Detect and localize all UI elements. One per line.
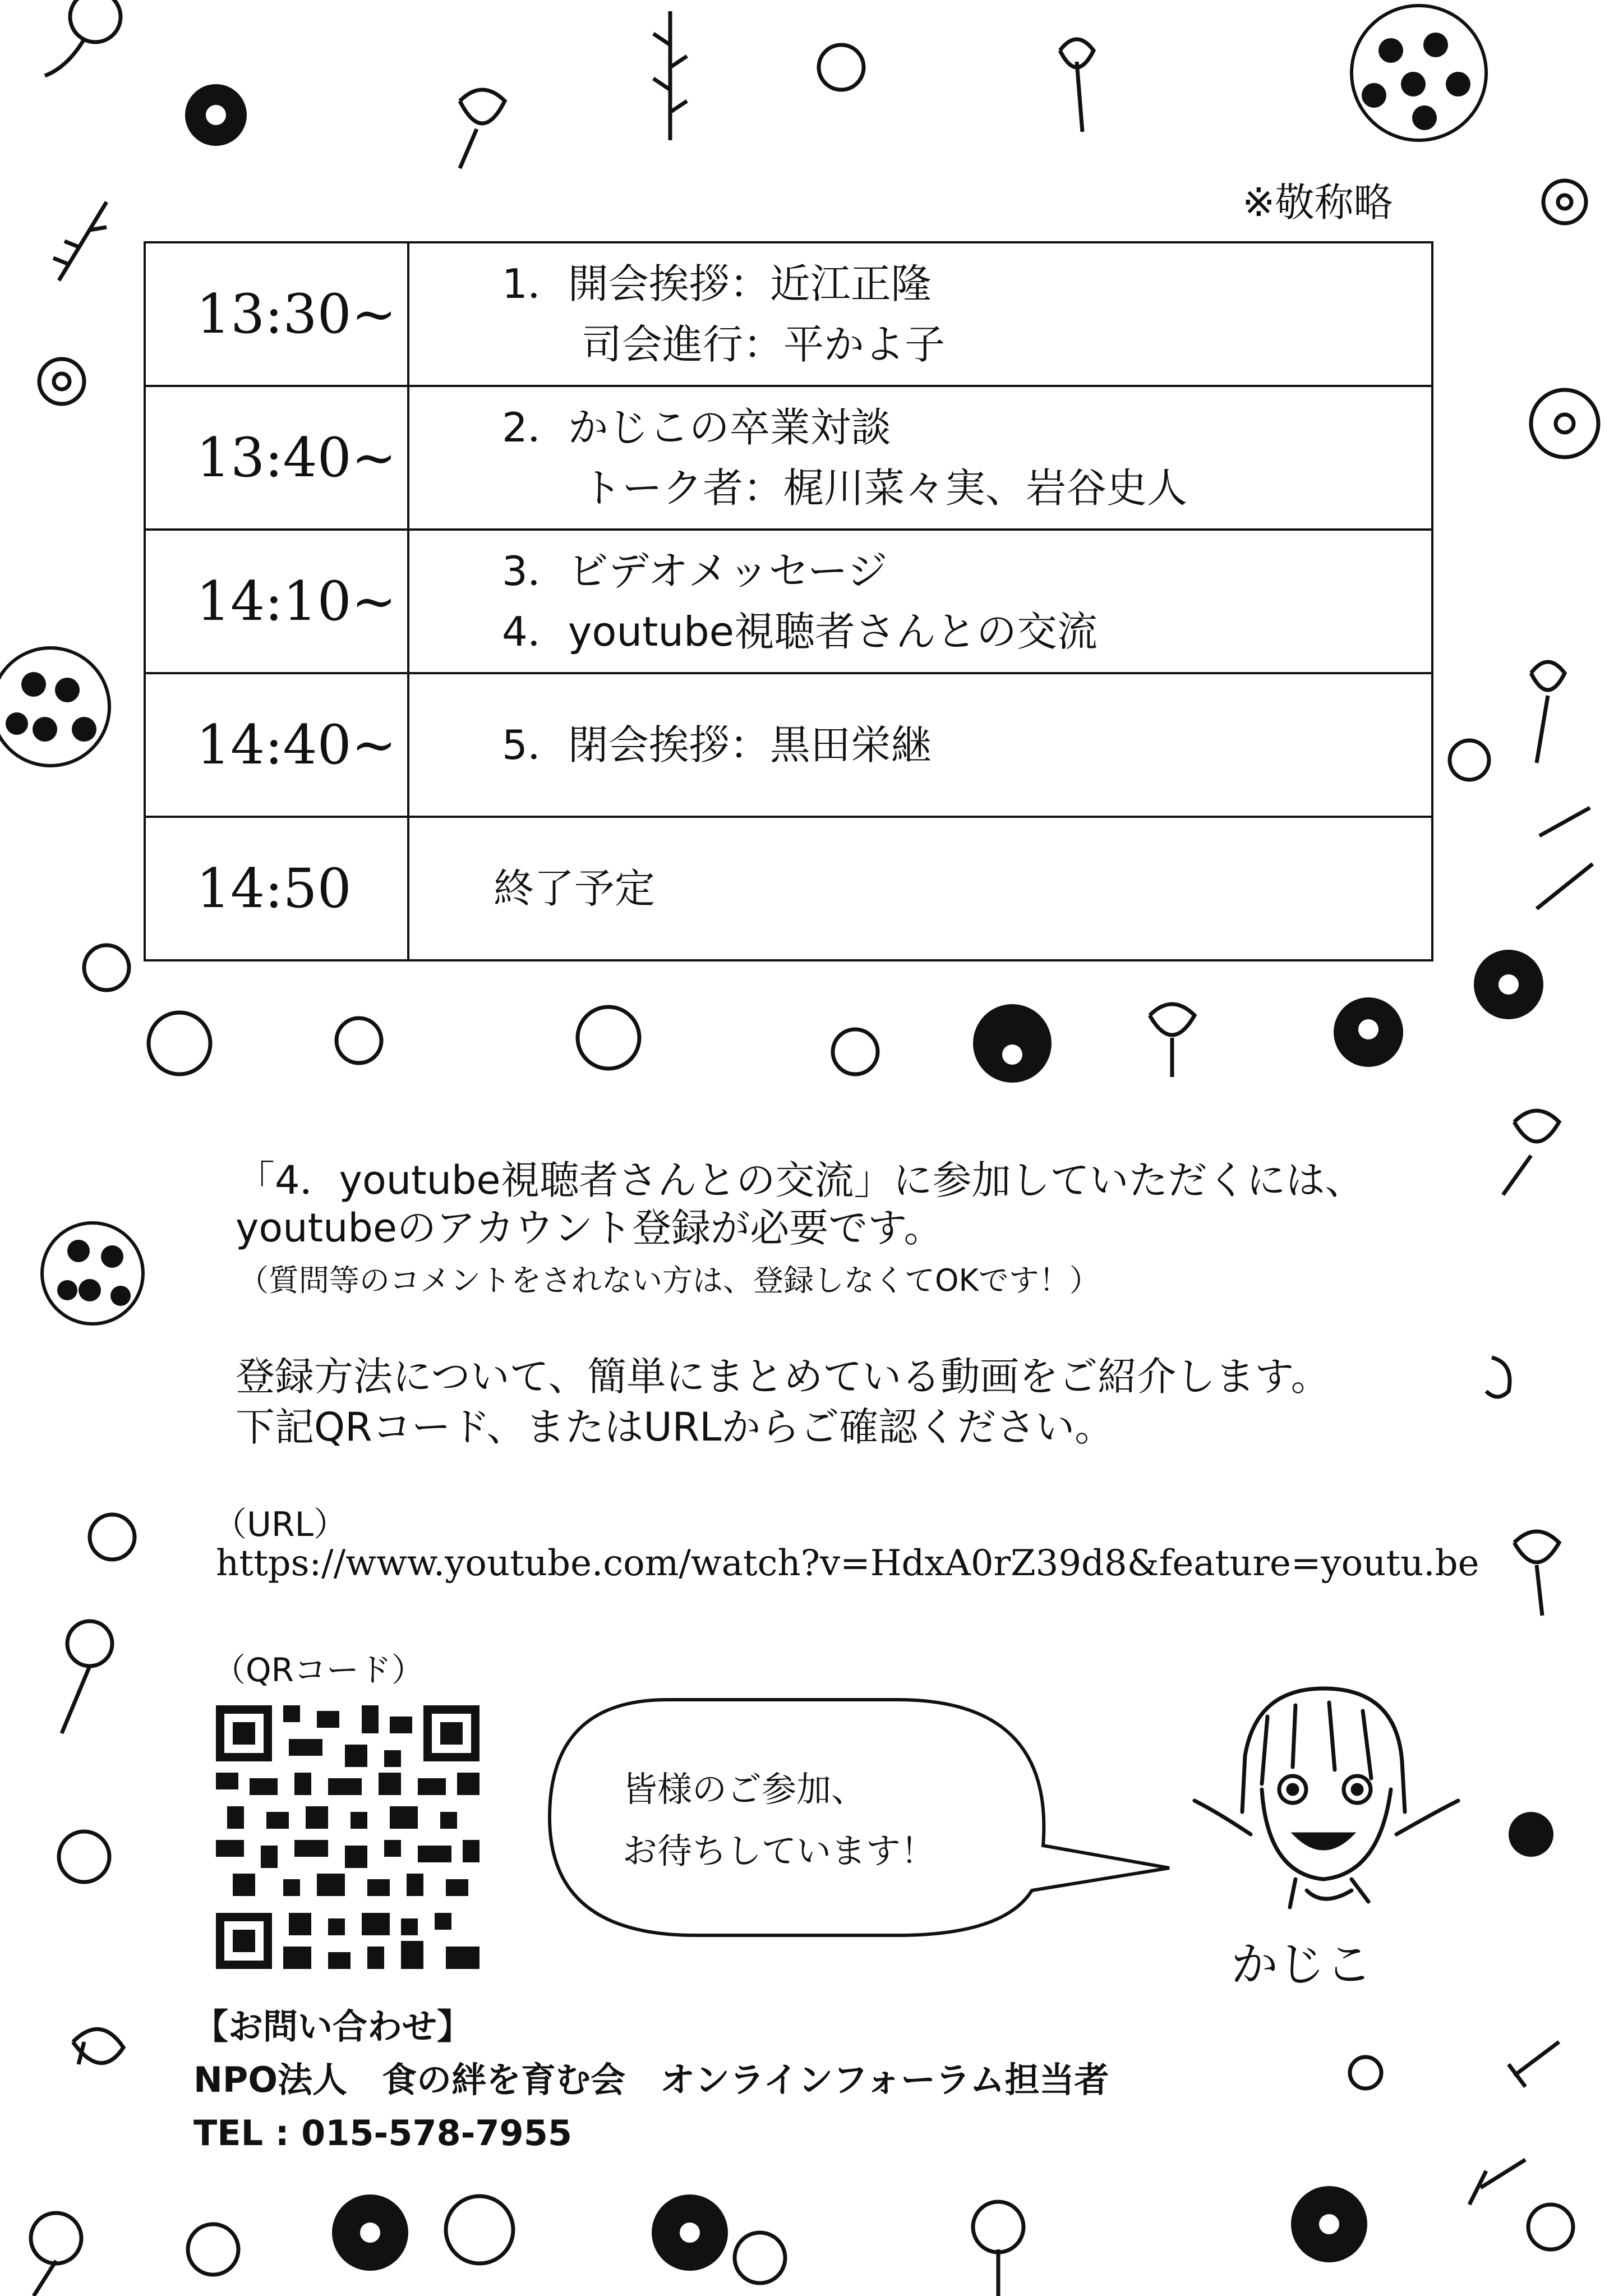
schedule-item xyxy=(408,242,1432,386)
table-row xyxy=(145,386,1432,530)
schedule-line: トーク者：梶川菜々実、岩谷史人 xyxy=(582,464,1188,512)
schedule-time: 13:30~ xyxy=(145,242,408,386)
url-label: （URL） xyxy=(213,1505,348,1544)
qr-code-icon xyxy=(216,1705,479,1969)
schedule-line: 1．開会挨拶：近江正隆 xyxy=(502,260,932,307)
table-row xyxy=(145,242,1432,386)
schedule-line: 5．閉会挨拶：黒田栄継 xyxy=(502,721,932,769)
schedule-item xyxy=(408,817,1432,960)
table-row xyxy=(145,530,1432,673)
schedule-table xyxy=(144,241,1433,961)
table-row xyxy=(145,817,1432,960)
schedule-time: 14:40~ xyxy=(145,673,408,817)
honorific-note: ※敬称略 xyxy=(1242,180,1393,226)
schedule-time: 14:10~ xyxy=(145,530,408,673)
schedule-line: 司会進行：平かよ子 xyxy=(582,321,946,368)
schedule-item xyxy=(408,673,1432,817)
schedule-line: 4．youtube視聴者さんとの交流 xyxy=(502,608,1098,655)
schedule-line: 終了予定 xyxy=(494,865,656,912)
contact-heading: 【お問い合わせ】 xyxy=(193,2006,472,2047)
table-row xyxy=(145,673,1432,817)
bubble-line: 皆様のご参加、 xyxy=(623,1769,866,1810)
youtube-url-link[interactable]: https://www.youtube.com/watch?v=HdxA0rZ39d8&feature=youtu.be xyxy=(216,1543,1479,1584)
bubble-line: お待ちしています！ xyxy=(623,1830,936,1871)
schedule-line: 2．かじこの卒業対談 xyxy=(502,404,891,451)
info-line: youtubeのアカウント登録が必要です。 xyxy=(236,1205,943,1251)
contact-tel: TEL : 015-578-7955 xyxy=(193,2113,572,2154)
info-line: 「4．youtube視聴者さんとの交流」に参加していただくには、 xyxy=(236,1157,1364,1203)
contact-org: NPO法人 食の絆を育む会 オンラインフォーラム担当者 xyxy=(193,2059,1109,2100)
schedule-time: 13:40~ xyxy=(145,386,408,530)
character-name: かじこ xyxy=(1231,1937,1373,1992)
schedule-item xyxy=(408,530,1432,673)
info-note: （質問等のコメントをされない方は、登録しなくてOKです！） xyxy=(238,1263,1100,1298)
info-line: 下記QRコード、またはURLからご確認ください。 xyxy=(236,1404,1114,1450)
qr-label: （QRコード） xyxy=(213,1651,424,1689)
character-illustration xyxy=(1183,1672,1464,1930)
schedule-item xyxy=(408,386,1432,530)
schedule-time: 14:50 xyxy=(145,817,408,960)
schedule-line: 3．ビデオメッセージ xyxy=(502,547,888,595)
info-line: 登録方法について、簡単にまとめている動画をご紹介します。 xyxy=(236,1354,1330,1400)
